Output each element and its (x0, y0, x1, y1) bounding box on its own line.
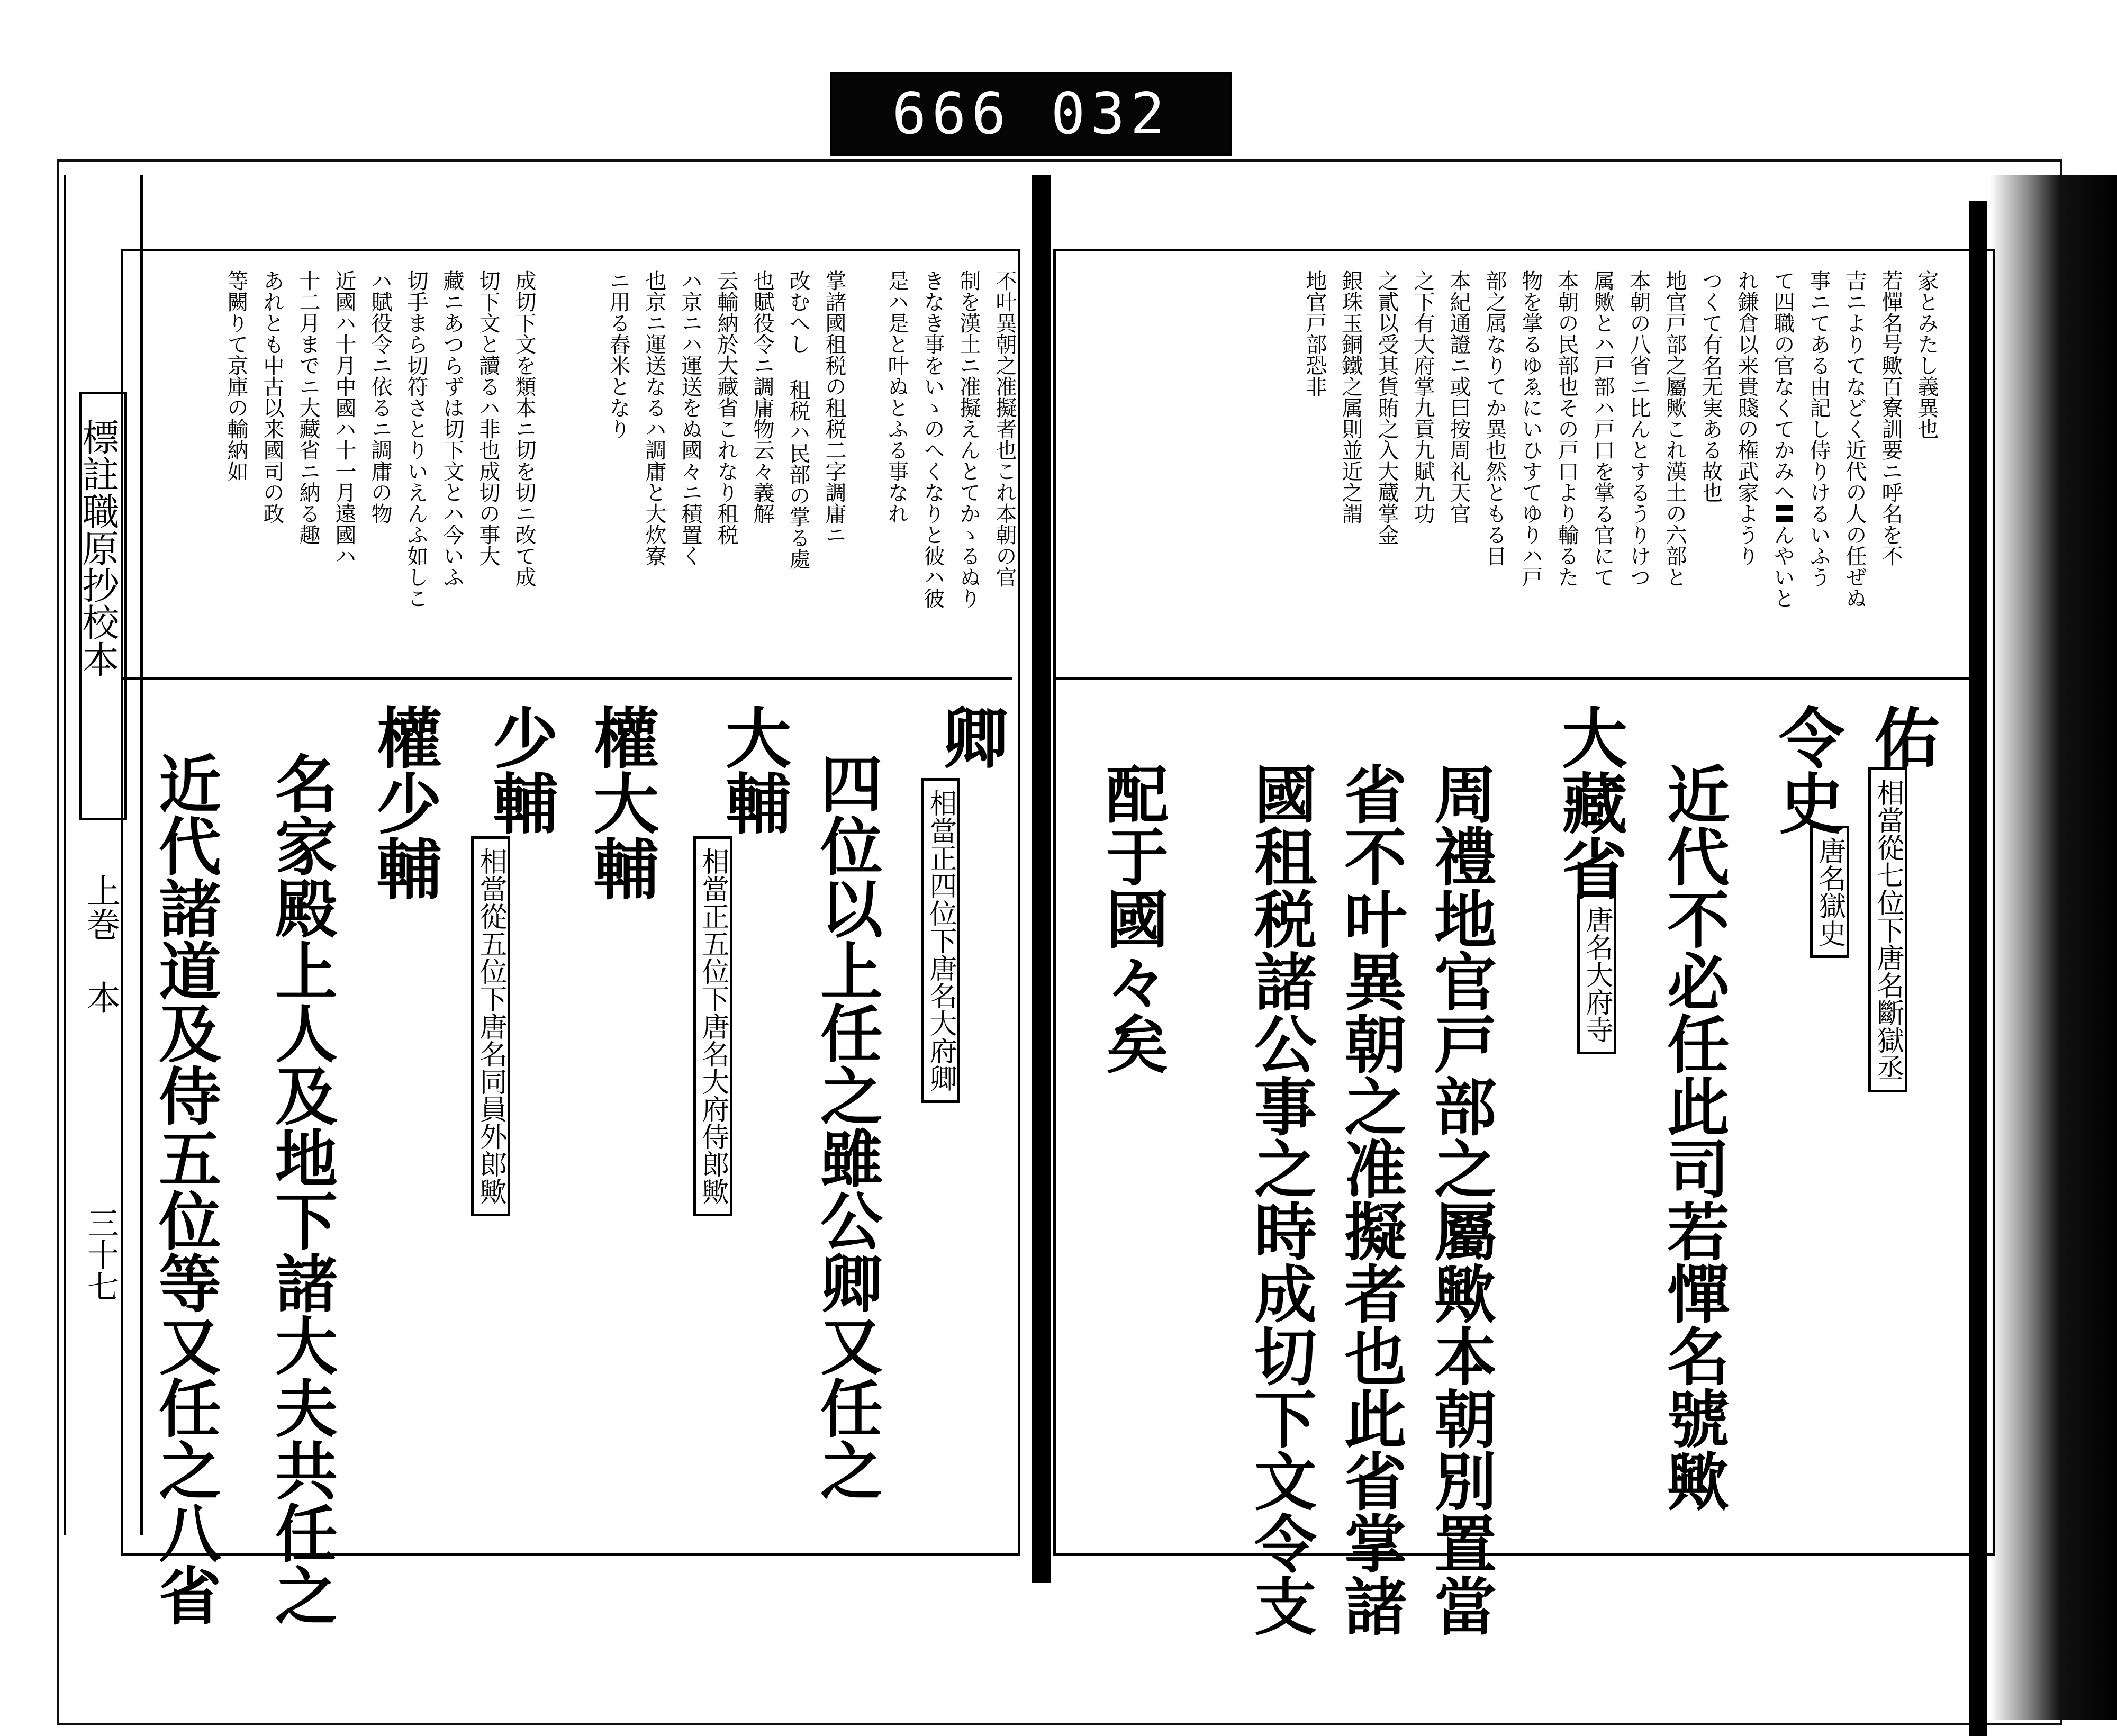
body-line: 四位以上任之雖公卿又任之 (810, 752, 883, 1501)
book-gutter (1032, 175, 1051, 1583)
entry-note-box: 唐名獄史 (1810, 826, 1849, 958)
right-note: 銀珠玉銅鐵之属則並近之謂 (1338, 270, 1363, 524)
left-note: 成切下文を類本ニ切を切ニ改て成 (512, 270, 536, 587)
entry-term: 少輔 (482, 704, 558, 835)
entry-note-box: 唐名大府寺 (1577, 894, 1616, 1054)
right-note: 本紀通證ニ或曰按周礼天官 (1446, 270, 1471, 524)
left-note: ハ京ニハ運送をぬ國々ニ積置く (678, 270, 702, 566)
entry-note-box: 相當從五位下唐名同員外郎歟 (471, 836, 510, 1216)
left-note: 制を漢土ニ准擬えんとてかゝるぬり (956, 270, 981, 609)
entry-note-box: 相當正五位下唐名大府侍郎歟 (693, 836, 732, 1216)
right-note: 吉ニよりてなどく近代の人の任ぜぬ (1842, 270, 1867, 609)
entry-note-box: 相當從七位下唐名斷獄丞 (1868, 767, 1907, 1092)
left-note: 云輸納於大藏省これなり租税 (714, 270, 738, 545)
body-line: 名家殿上人及地下諸大夫共任之 (265, 752, 338, 1626)
book-edge-shadow (1990, 175, 2117, 1720)
left-note: 不叶異朝之准擬者也これ本朝の官 (992, 270, 1017, 587)
left-page-divider (123, 677, 1012, 680)
spine-page-number: 三十七 (82, 1207, 119, 1302)
right-note: 本朝の八省ニ比んとするうりけつ (1626, 270, 1651, 587)
entry-term: 大輔 (714, 704, 791, 835)
left-note: 也賦役令ニ調庸物云々義解 (750, 270, 774, 524)
left-note: 掌諸國租税の租税二字調庸ニ (822, 270, 846, 545)
left-note: あれとも中古以来國司の政 (260, 270, 284, 524)
body-line: 配于國々矣 (1096, 762, 1169, 1074)
entry-term: 令史 (1768, 704, 1844, 835)
right-note: つくて有名无実ある故也 (1698, 270, 1723, 503)
left-note: 近國ハ十月中國ハ十一月遠國ハ (332, 270, 356, 566)
left-note: きなき事をいゝのへくなりと彼ハ彼 (920, 270, 945, 609)
left-note: 十二月までニ大藏省ニ納る趣 (296, 270, 320, 545)
entry-term: 佑 (1863, 704, 1940, 770)
left-note: 改むへし 租税ハ民部の掌る處 (786, 270, 810, 569)
right-note: れ鎌倉以来貴賤の権武家ようり (1734, 270, 1759, 566)
right-note: 物を掌るゆゑにいひすてゆりハ戸 (1518, 270, 1543, 587)
right-note: 事ニてある由記し侍りけるいふう (1806, 270, 1831, 587)
left-note: 等闕りて京庫の輸納如 (224, 270, 248, 482)
right-note: 地官戸部恐非 (1302, 270, 1327, 397)
right-note: 之貳以受其貨賄之入大蔵掌金 (1374, 270, 1399, 545)
right-note: 本朝の民部也その戸口より輸るた (1554, 270, 1579, 587)
right-note: 属歟とハ戸部ハ戸口を掌る官にて (1590, 270, 1615, 587)
left-note: 切下文と讀るハ非也成切の事大 (476, 270, 500, 566)
right-page-divider (1056, 677, 1987, 680)
body-line: 近代諸道及侍五位等又任之八省 (148, 752, 222, 1626)
left-note: 是ハ是と叶ぬとふる事なれ (884, 270, 909, 524)
right-note: 之下有大府掌九貢九賦九功 (1410, 270, 1435, 524)
body-line: 省不叶異朝之准擬者也此省掌諸 (1334, 762, 1407, 1636)
left-note: 也京ニ運送なるハ調庸と大炊寮 (642, 270, 666, 566)
reel-label: 666 032 (830, 72, 1232, 156)
body-line: 近代不必任此司若憚名號歟 (1657, 762, 1730, 1512)
left-note: ハ賦役令ニ依るニ調庸の物 (368, 270, 392, 524)
left-note: 藏ニあつらずは切下文とハ今いふ (440, 270, 464, 587)
spine-title: 標註職原抄校本 (76, 418, 120, 677)
body-line: 周禮地官戸部之屬歟本朝別置當 (1424, 762, 1497, 1636)
left-note: 切手まら切符さとりいえんふ如しこ (404, 270, 428, 609)
right-note: 地官戸部之屬歟これ漢土の六部と (1662, 270, 1687, 587)
left-note: ニ用る舂米となり (606, 270, 630, 439)
right-note: 部之属なりてか異也然ともる日 (1482, 270, 1507, 566)
entry-note-box: 相當正四位下唐名大府卿 (921, 778, 960, 1103)
right-note: 家とみたし義異也 (1914, 270, 1939, 439)
entry-term: 大藏省 (1551, 704, 1627, 901)
entry-term: 權大輔 (582, 704, 659, 901)
right-note: て四職の官なくてかみへ〓んやいと (1770, 270, 1795, 609)
body-line: 國租税諸公事之時成切下文令支 (1244, 762, 1317, 1636)
spine-volume: 上巻 本 (81, 873, 120, 1014)
entry-term: 卿 (931, 704, 1008, 770)
right-note: 若憚名号歟百寮訓要ニ呼名を不 (1878, 270, 1903, 566)
entry-term: 權少輔 (365, 704, 442, 901)
